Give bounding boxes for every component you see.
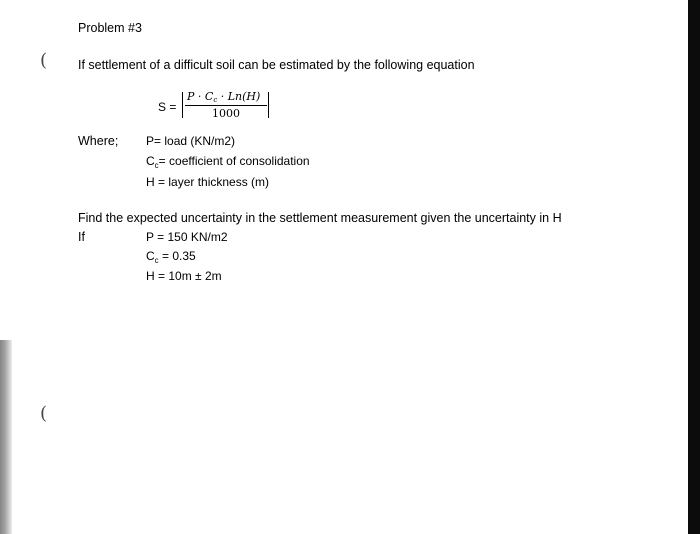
definition-consolidation: $C_c=$ coefficient of consolidation xyxy=(146,154,310,170)
given-load: P = 150 KN/m2 xyxy=(146,230,228,244)
subscript: c xyxy=(213,96,218,104)
where-label: Where; xyxy=(78,134,119,148)
scan-shadow xyxy=(0,340,12,534)
abs-bar-left xyxy=(182,92,183,118)
definition-thickness: H = layer thickness (m) xyxy=(146,175,270,189)
fraction-bar xyxy=(185,105,267,106)
page-edge-dark xyxy=(688,0,700,534)
if-label: If xyxy=(78,230,85,244)
scan-mark: ( xyxy=(40,403,48,424)
given-consolidation: $C_c = 0.35$ xyxy=(146,249,196,265)
equation-denominator: 1000 xyxy=(212,107,240,120)
given-thickness: H = 10m ± 2m xyxy=(146,269,222,283)
definition-load: P= load (KN/m2) xyxy=(146,134,236,148)
intro-text: If settlement of a difficult soil can be estimated by the following equation xyxy=(78,58,475,72)
equation-numerator: P · Cc · Ln(H) xyxy=(187,90,261,104)
equation-lhs: S = xyxy=(158,100,177,114)
problem-title: Problem #3 xyxy=(78,21,142,35)
abs-bar-right xyxy=(268,92,269,118)
scan-mark: ( xyxy=(40,50,48,71)
task-text: Find the expected uncertainty in the settlement measurement given the uncertainty in H xyxy=(78,211,562,225)
